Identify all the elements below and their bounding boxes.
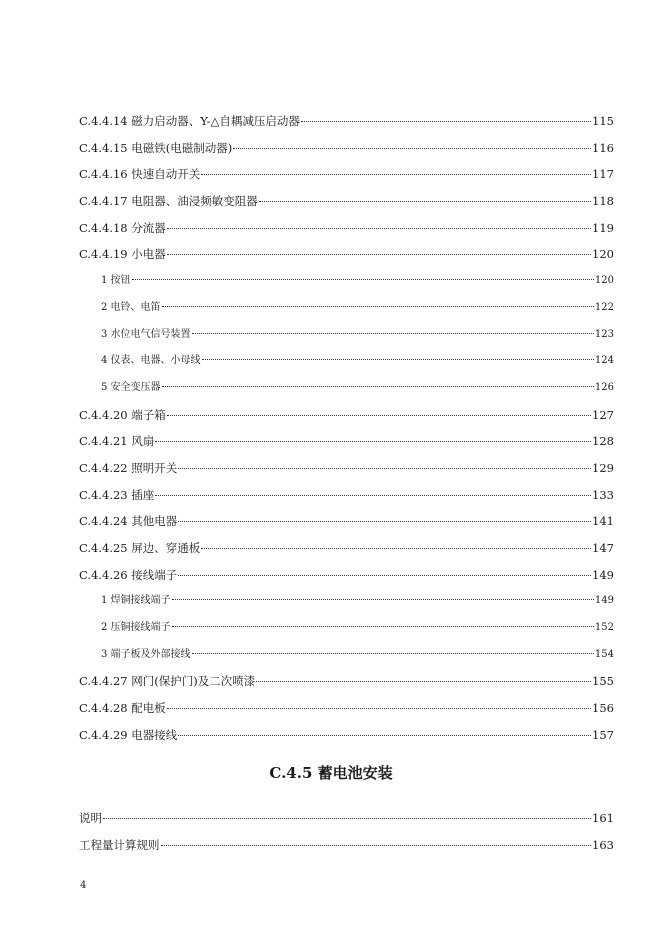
toc-entry[interactable] [79, 108, 614, 135]
dot-leader [155, 441, 591, 442]
toc-entry-label: C.4.4.15 电磁铁(电磁制动器) [79, 140, 233, 155]
toc-entry-label: C.4.4.23 插座 [79, 487, 155, 502]
toc-entry[interactable] [79, 562, 614, 589]
toc-entry-label: C.4.4.16 快速自动开关 [79, 167, 201, 182]
toc-entry-label: 2 电铃、电笛 [101, 301, 161, 313]
toc-entry-page: 120 [592, 247, 614, 262]
toc-entry-label: 4 仪表、电器、小母线 [101, 355, 201, 367]
dot-leader [167, 228, 591, 229]
toc-entry-label: 工程量计算规则 [79, 837, 160, 852]
toc-entry-page: 133 [592, 487, 614, 502]
toc-entry[interactable] [79, 455, 614, 482]
toc-entry-page: 119 [592, 220, 614, 235]
toc-entry-page: 156 [592, 701, 614, 716]
dot-leader [161, 845, 592, 846]
dot-leader [259, 201, 591, 202]
toc-entry-page: 152 [594, 622, 614, 634]
dot-leader [155, 495, 591, 496]
toc-entry-label: 1 焊铜接线端子 [101, 595, 171, 607]
toc-entry-label: C.4.4.22 照明开关 [79, 460, 178, 475]
toc-entry[interactable] [79, 482, 614, 509]
toc-entry-label: C.4.4.26 接线端子 [79, 567, 178, 582]
toc-entry[interactable] [79, 402, 614, 429]
dot-leader [162, 386, 594, 387]
toc-entry[interactable] [79, 161, 614, 188]
table-of-contents [79, 108, 614, 749]
dot-leader [103, 818, 591, 819]
dot-leader [202, 359, 594, 360]
toc-entry-label: C.4.4.27 网门(保护门)及二次喷漆 [79, 674, 256, 689]
toc-entry-page: 124 [594, 355, 614, 367]
dot-leader [132, 279, 594, 280]
dot-leader [192, 653, 594, 654]
dot-leader [233, 148, 591, 149]
toc-entry-label: 说明 [79, 811, 102, 825]
toc-entry-label: C.4.4.24 其他电器 [79, 514, 178, 529]
toc-subentry[interactable] [79, 348, 614, 375]
dot-leader [167, 708, 591, 709]
toc-subentry[interactable] [79, 295, 614, 322]
dot-leader [178, 468, 591, 469]
toc-entry[interactable] [79, 241, 614, 268]
dot-leader [178, 735, 591, 736]
dot-leader [178, 521, 591, 522]
toc-entry-page: 123 [594, 328, 614, 340]
toc-entry-page: 154 [594, 648, 614, 660]
toc-entry[interactable] [79, 668, 614, 695]
dot-leader [301, 121, 591, 122]
toc-subentry[interactable] [79, 588, 614, 615]
toc-entry-page: 120 [594, 275, 614, 287]
toc-subentry[interactable] [79, 268, 614, 295]
toc-entry-label: 3 端子板及外部接线 [101, 648, 191, 660]
toc-entry-label: 1 按钮 [101, 275, 131, 287]
toc-entry-page: 122 [594, 301, 614, 313]
dot-leader [256, 681, 591, 682]
toc-entry-page: 149 [592, 567, 614, 582]
dot-leader [162, 306, 594, 307]
section-heading: C.4.5 蓄电池安装 [269, 764, 393, 782]
toc-entry-page: 127 [592, 407, 614, 422]
section-table-of-contents [79, 805, 614, 858]
toc-subentry[interactable] [79, 615, 614, 642]
toc-subentry[interactable] [79, 642, 614, 669]
toc-entry-label: C.4.4.19 小电器 [79, 247, 166, 262]
toc-entry-label: C.4.4.28 配电板 [79, 701, 166, 716]
page-number: 4 [80, 880, 87, 891]
toc-entry[interactable] [79, 428, 614, 455]
toc-entry[interactable] [79, 215, 614, 242]
toc-entry[interactable] [79, 805, 614, 832]
toc-entry-page: 155 [592, 674, 614, 689]
dot-leader [178, 575, 591, 576]
toc-entry[interactable] [79, 188, 614, 215]
toc-entry-page: 163 [592, 837, 614, 852]
dot-leader [201, 548, 591, 549]
toc-entry-page: 116 [592, 140, 614, 155]
dot-leader [167, 254, 591, 255]
toc-entry-label: 5 安全变压器 [101, 381, 161, 393]
toc-entry-page: 115 [592, 114, 614, 128]
toc-entry-page: 141 [592, 514, 614, 529]
toc-entry[interactable] [79, 722, 614, 749]
toc-entry[interactable] [79, 135, 614, 162]
toc-entry-page: 161 [592, 811, 614, 825]
toc-entry-page: 157 [592, 727, 614, 742]
toc-entry-label: 2 压铜接线端子 [101, 622, 171, 634]
toc-entry-label: C.4.4.20 端子箱 [79, 407, 166, 422]
toc-subentry[interactable] [79, 375, 614, 402]
dot-leader [167, 415, 591, 416]
toc-entry-page: 128 [592, 434, 614, 449]
dot-leader [172, 626, 594, 627]
toc-entry[interactable] [79, 832, 614, 859]
toc-entry[interactable] [79, 508, 614, 535]
toc-entry-page: 147 [592, 541, 614, 555]
toc-subentry[interactable] [79, 322, 614, 349]
toc-entry-label: C.4.4.18 分流器 [79, 220, 166, 235]
toc-entry-page: 129 [592, 460, 614, 475]
toc-entry-label: 3 水位电气信号装置 [101, 328, 191, 340]
dot-leader [172, 599, 594, 600]
toc-entry[interactable] [79, 535, 614, 562]
toc-entry-page: 126 [594, 381, 614, 393]
dot-leader [192, 333, 594, 334]
toc-entry-page: 117 [592, 167, 614, 182]
toc-entry-page: 149 [594, 595, 614, 607]
dot-leader [201, 174, 591, 175]
toc-entry-label: C.4.4.14 磁力启动器、Y-△自耦减压启动器 [79, 114, 300, 128]
toc-entry[interactable] [79, 695, 614, 722]
toc-entry-label: C.4.4.25 屏边、穿通板 [79, 541, 201, 555]
toc-entry-page: 118 [592, 194, 614, 209]
toc-entry-label: C.4.4.17 电阻器、油浸频敏变阻器 [79, 194, 258, 209]
toc-entry-label: C.4.4.29 电器接线 [79, 727, 178, 742]
toc-entry-label: C.4.4.21 风扇 [79, 434, 155, 449]
